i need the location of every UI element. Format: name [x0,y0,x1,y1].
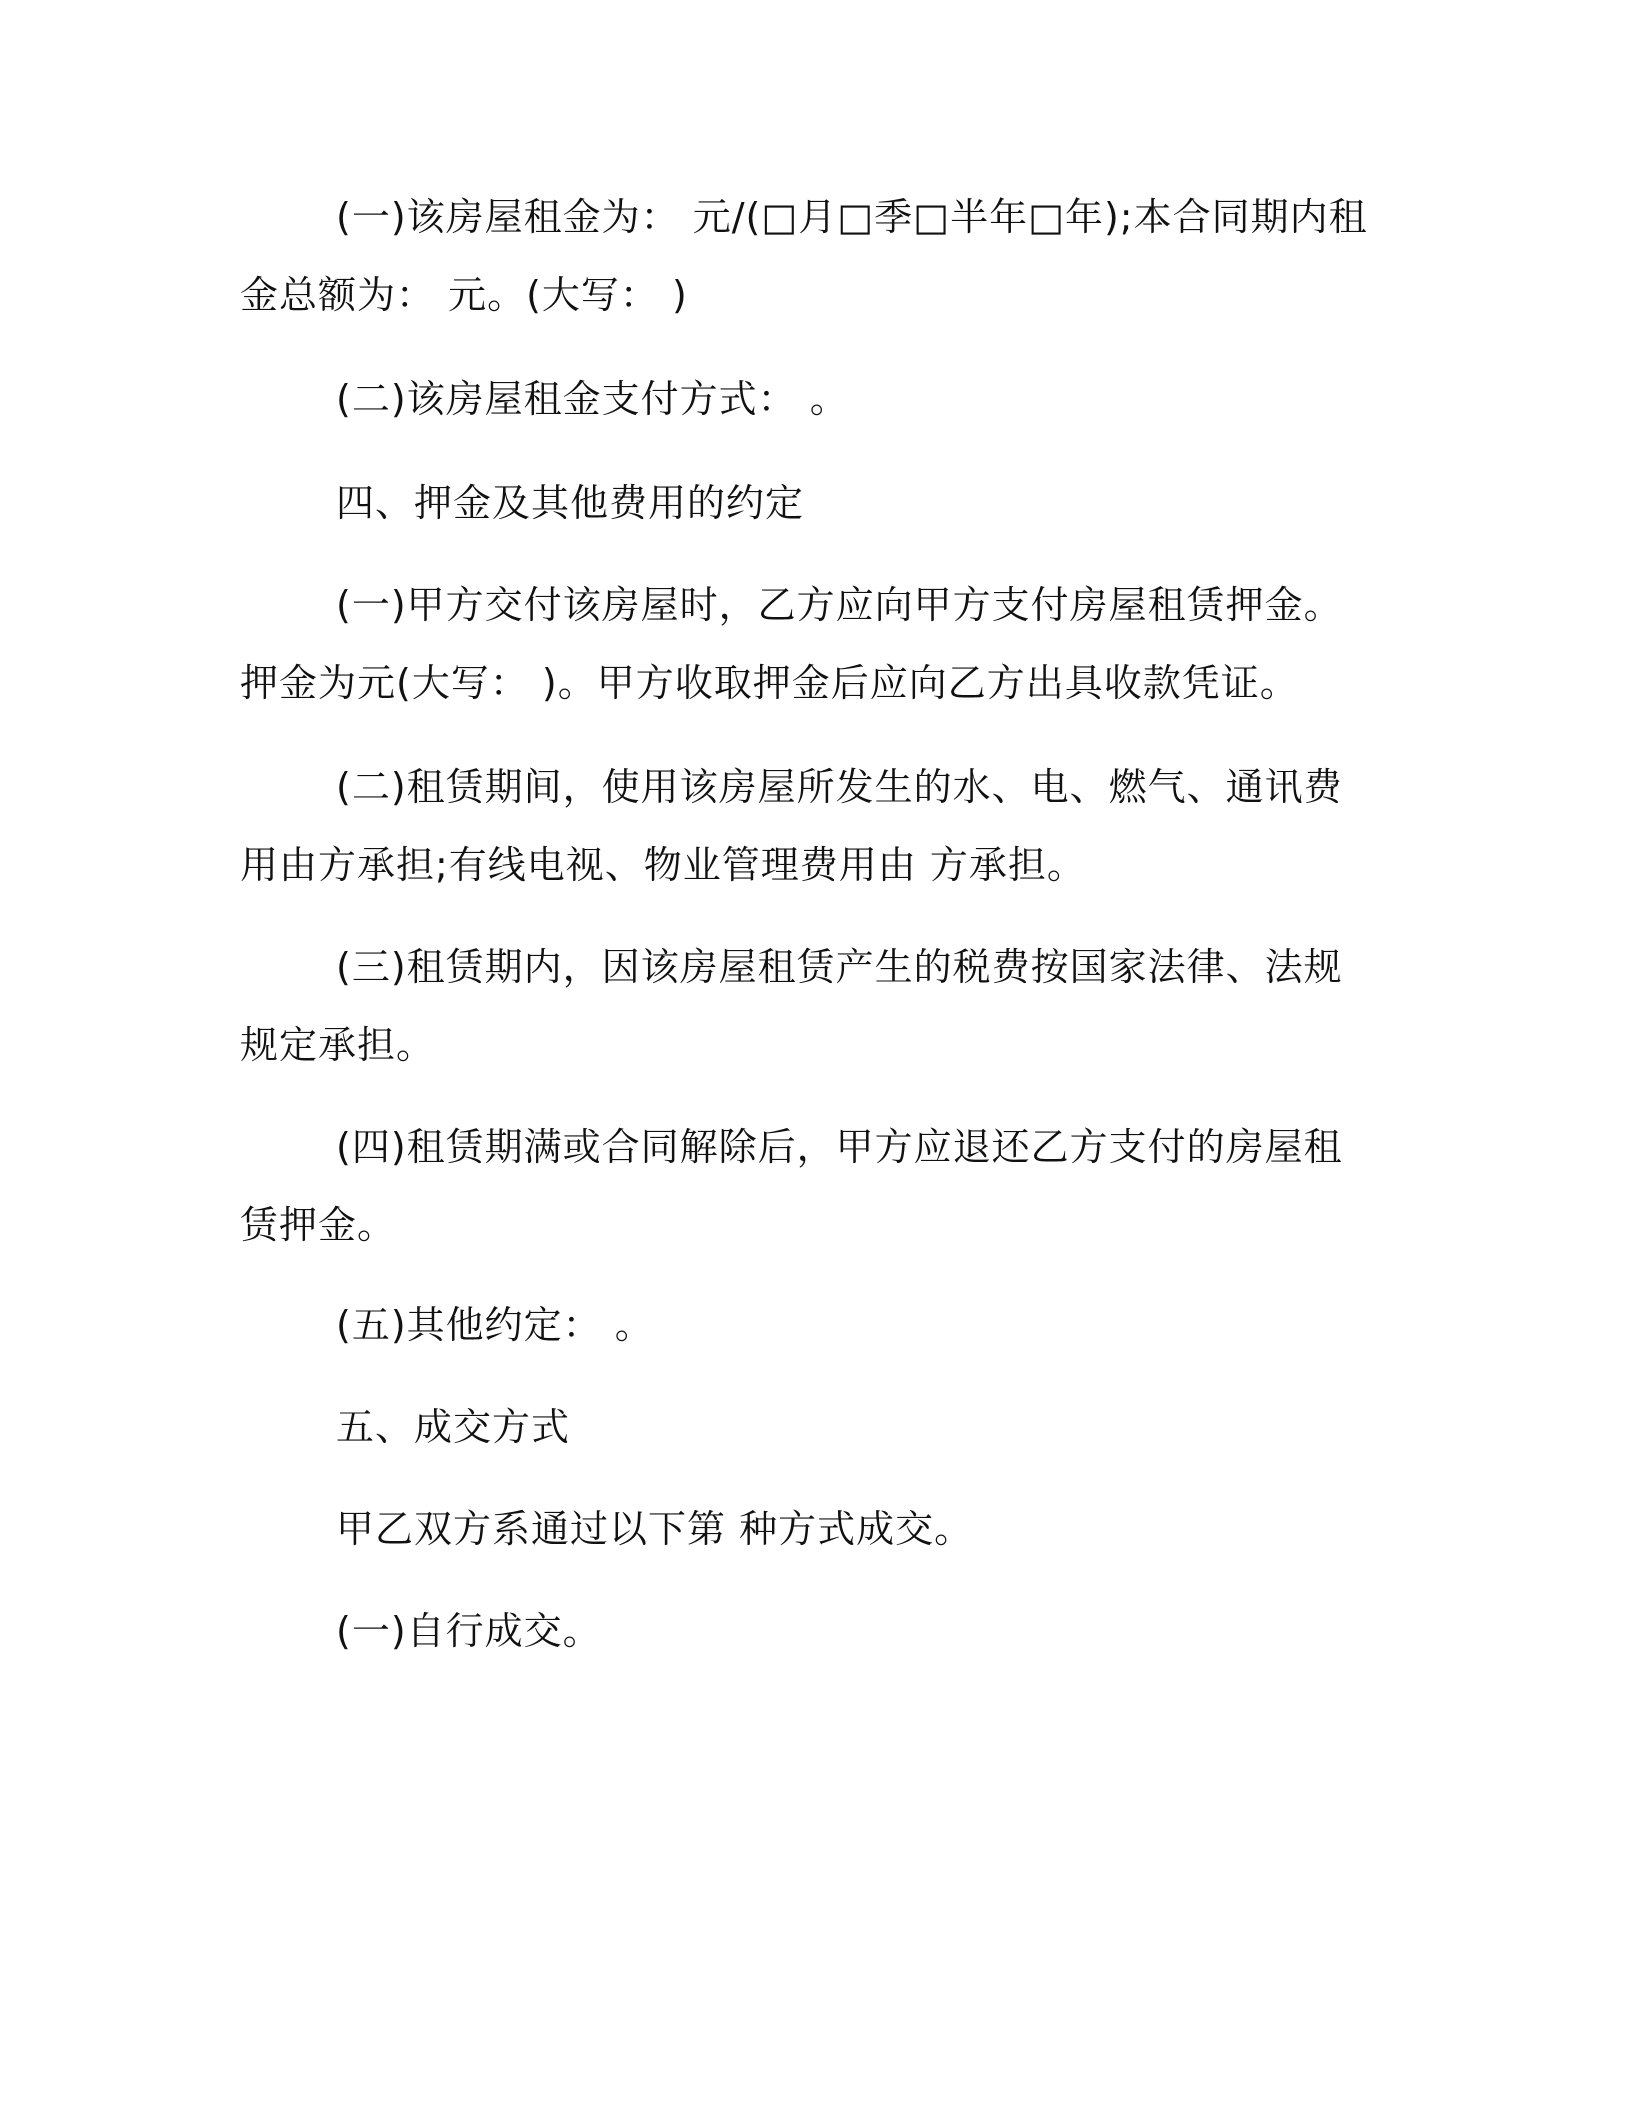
deposit-refund-paragraph: (四)租赁期满或合同解除后，甲方应退还乙方支付的房屋租赁押金。 [240,1125,1343,1247]
transaction-method-paragraph: 甲乙双方系通过以下第 种方式成交。 [336,1507,974,1551]
section-heading-transaction: 五、成交方式 [336,1405,571,1449]
section-heading-deposit: 四、押金及其他费用的约定 [336,481,805,525]
tax-paragraph: (三)租赁期内，因该房屋租赁产生的税费按国家法律、法规规定承担。 [240,945,1343,1067]
utilities-paragraph: (二)租赁期间，使用该房屋所发生的水、电、燃气、通讯费用由方承担;有线电视、物业管理费用由 方承担。 [240,765,1343,887]
deposit-paragraph: (一)甲方交付该房屋时，乙方应向甲方支付房屋租赁押金。押金为元(大写： )。甲方收取押金后应向乙方出具收款凭证。 [240,583,1343,705]
rent-payment-method-paragraph: (二)该房屋租金支付方式： 。 [336,377,849,421]
self-transaction-paragraph: (一)自行成交。 [336,1609,602,1653]
other-agreement-paragraph: (五)其他约定： 。 [336,1303,654,1347]
rent-amount-paragraph: (一)该房屋租金为： 元/(□月□季□半年□年);本合同期内租金总额为： 元。(大写： ) [240,195,1368,317]
